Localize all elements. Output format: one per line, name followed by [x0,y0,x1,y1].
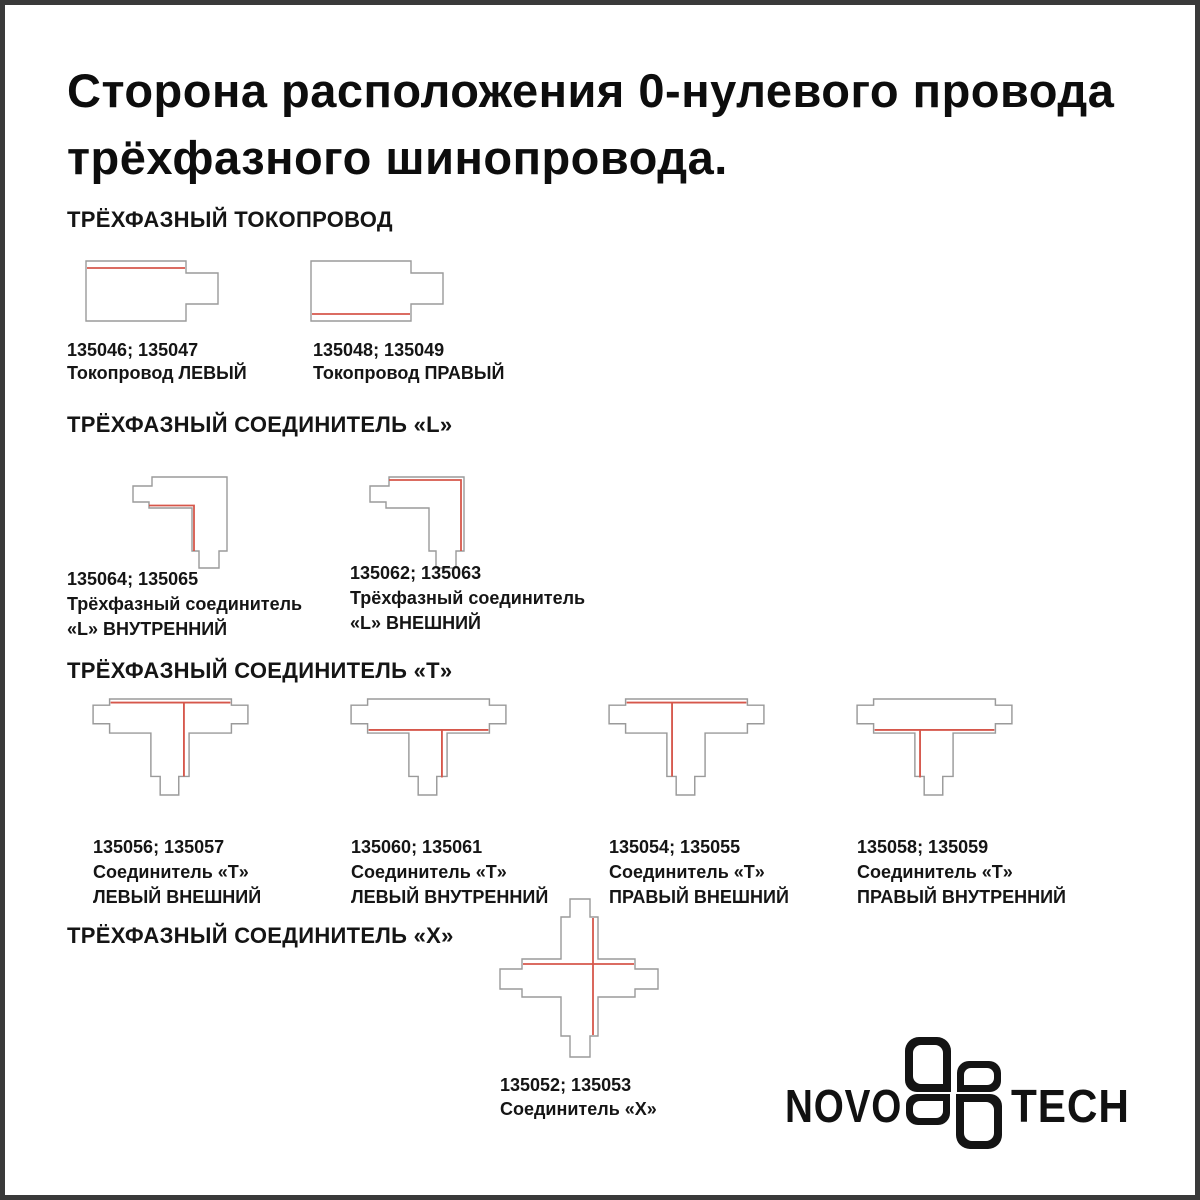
logo-word-novo: NOVO [785,1080,903,1132]
x-caption [500,1073,657,1121]
x-name: Соединитель «Х» [500,1099,657,1119]
t1-name: Соединитель «Т» [93,862,249,882]
l-inner-caption [67,567,302,642]
l-inner-name: Трёхфазный соединитель [67,594,303,614]
t3-type: ПРАВЫЙ ВНЕШНИЙ [609,887,789,907]
t-left-outer-caption [93,835,261,910]
t4-name: Соединитель «Т» [857,862,1013,882]
l-outer-name: Трёхфазный соединитель [350,588,586,608]
feed-right-codes: 135048; 135049 [313,340,445,360]
t4-type: ПРАВЫЙ ВНУТРЕННИЙ [857,887,1066,907]
feed-left-diagram [85,259,219,327]
x-codes: 135052; 135053 [500,1075,632,1095]
feed-left-name: Токопровод ЛЕВЫЙ [67,363,247,383]
page-title: Сторона расположения 0-нулевого провода трёхфазного шинопровода. [67,64,1115,184]
t1-type: ЛЕВЫЙ ВНЕШНИЙ [93,887,262,907]
t2-type: ЛЕВЫЙ ВНУТРЕННИЙ [351,887,549,907]
l-outer-caption [350,561,585,636]
t3-codes: 135054; 135055 [609,837,741,857]
feed-right-name: Токопровод ПРАВЫЙ [313,363,505,383]
l-outer-type: «L» ВНЕШНИЙ [350,613,481,633]
t-left-outer-diagram [93,699,248,795]
section-header-x: ТРЁХФАЗНЫЙ СОЕДИНИТЕЛЬ «Х» [67,923,454,948]
x-diagram [500,898,658,1058]
section-header-feed: ТРЁХФАЗНЫЙ ТОКОПРОВОД [67,207,393,232]
feed-right-diagram [310,259,444,327]
section-header-l: ТРЁХФАЗНЫЙ СОЕДИНИТЕЛЬ «L» [67,412,453,437]
novotech-emblem-icon [903,1035,1003,1151]
l-outer-diagram [344,463,468,569]
t-right-inner-caption [857,835,1066,910]
section-header-t: ТРЁХФАЗНЫЙ СОЕДИНИТЕЛЬ «Т» [67,658,453,683]
l-inner-codes: 135064; 135065 [67,569,199,589]
t-right-outer-diagram [609,699,764,795]
feed-left-caption [67,339,247,385]
t3-name: Соединитель «Т» [609,862,765,882]
feed-right-caption [313,339,504,385]
l-outer-codes: 135062; 135063 [350,563,482,583]
t2-codes: 135060; 135061 [351,837,483,857]
t-left-inner-diagram [351,699,506,795]
t2-name: Соединитель «Т» [351,862,507,882]
t-right-inner-diagram [857,699,1012,795]
feed-left-codes: 135046; 135047 [67,340,199,360]
novotech-logo [785,1031,1165,1161]
logo-word-tech: TECH [1011,1080,1130,1132]
l-inner-diagram [107,463,231,569]
t1-codes: 135056; 135057 [93,837,225,857]
l-inner-type: «L» ВНУТРЕННИЙ [67,619,228,639]
t4-codes: 135058; 135059 [857,837,989,857]
